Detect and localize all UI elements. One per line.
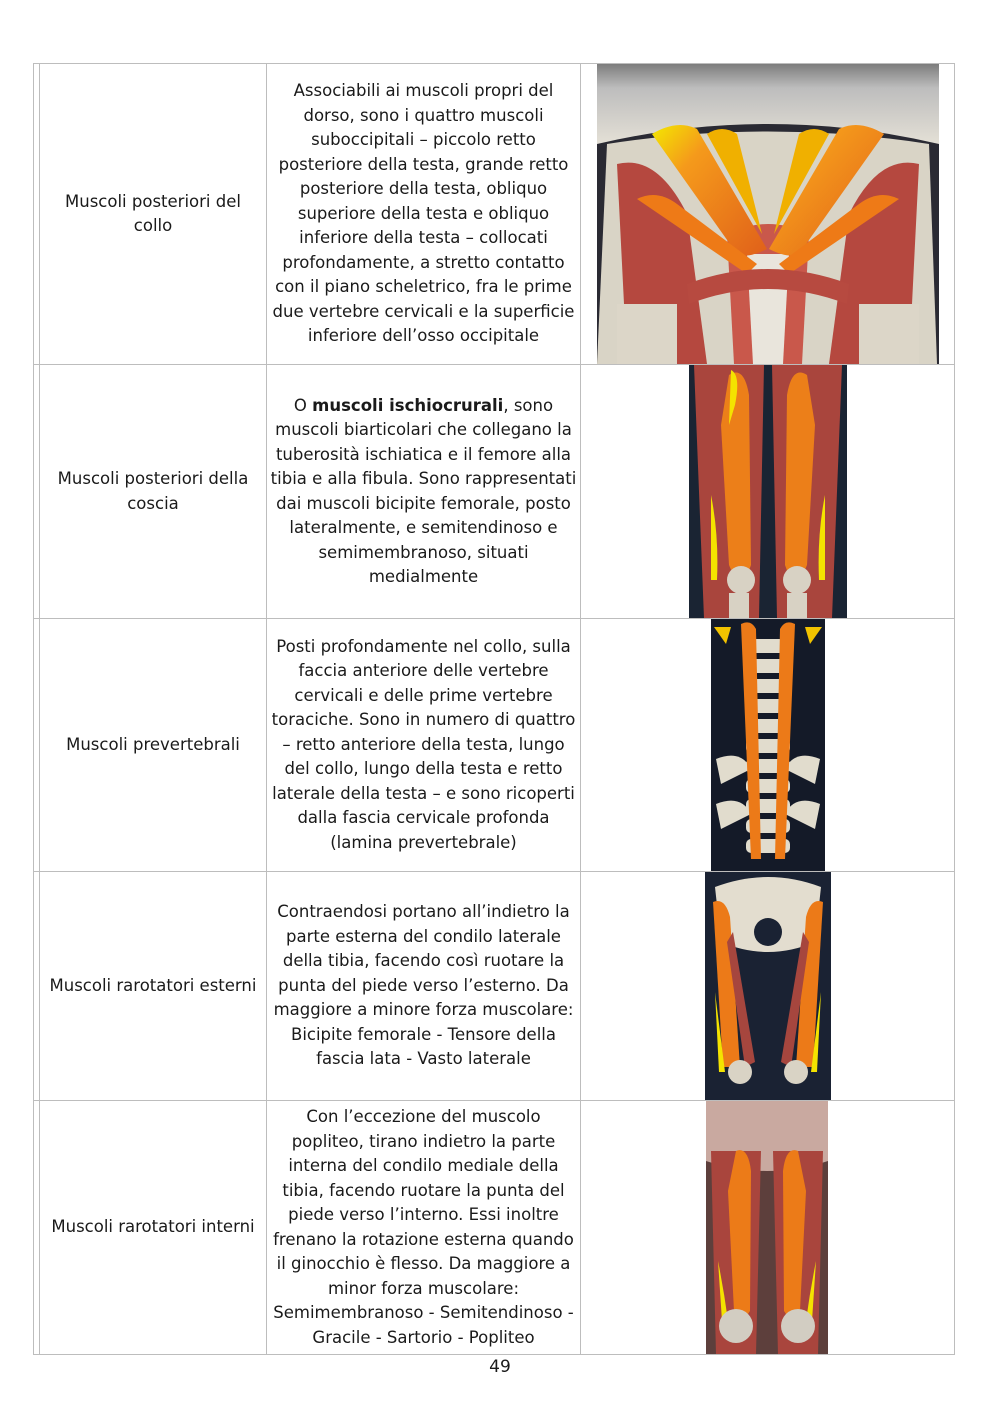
image-cell: [581, 872, 955, 1100]
image-cell: [581, 365, 955, 618]
table-row: [40, 365, 955, 618]
internal-rotator-muscles-illustration: [706, 1101, 828, 1354]
table-border-bottom: [33, 1354, 955, 1355]
muscle-group-name: Muscoli rarotatori esterni: [49, 975, 257, 995]
muscle-group-name: Muscoli rarotatori interni: [51, 1217, 255, 1237]
prevertebral-muscles-illustration: [711, 619, 825, 871]
table-row: [40, 619, 955, 871]
muscle-group-name: Muscoli posteriori del collo: [65, 191, 241, 235]
table-row: [40, 872, 955, 1100]
muscle-group-description: Con l’eccezione del muscolo popliteo, tirano indietro la parte interna del condilo mediale della tibia, facendo ruotare la punta del piede verso l’interno. Essi inoltre frenano la rotazione esterna quando il ginocchio è flesso. Da maggiore a minor forza muscolare: Semimembranoso - Semitendinoso - Gracile - Sartorio - Popliteo: [273, 1107, 574, 1347]
muscle-group-description: Contraendosi portano all’indietro la parte esterna del condilo laterale della tibia, facendo così ruotare la punta del piede verso l’esterno. Da maggiore a minore forza muscolare: Bicipite femorale - Tensore della fascia lata - Vasto laterale: [273, 902, 574, 1069]
page-number: 49: [489, 1357, 511, 1377]
external-rotator-muscles-illustration: [705, 872, 831, 1100]
hamstring-muscles-illustration: [689, 365, 847, 618]
suboccipital-muscles-illustration: [597, 64, 939, 364]
image-cell: [581, 619, 955, 871]
table-row: [40, 64, 955, 364]
muscle-group-name: Muscoli posteriori della coscia: [57, 469, 249, 513]
bold-term: muscoli ischiocrurali: [312, 395, 504, 415]
muscle-group-description: O muscoli ischiocrurali, sono muscoli biarticolari che collegano la tuberosità ischiatica e il femore alla tibia e alla fibula. Sono rappresentati dai muscoli bicipite femorale, posto lateralmente, e semitendinoso e semimembranoso, situati medialmente: [270, 395, 577, 586]
image-cell: [581, 1101, 955, 1354]
muscle-group-description: Associabili ai muscoli propri del dorso, sono i quattro muscoli suboccipitali – piccolo retto posteriore della testa, grande retto posteriore della testa, obliquo superiore della testa e obliquo inferiore della testa – collocati profondamente, a stretto contatto con il piano scheletrico, fra le prime due vertebre cervicali e la superficie inferiore dell’osso occipitale: [272, 81, 575, 346]
muscle-group-description: Posti profondamente nel collo, sulla faccia anteriore delle vertebre cervicali e delle prime vertebre toraciche. Sono in numero di quattro – retto anteriore della testa, lungo del collo, lungo della testa e retto laterale della testa – e sono ricoperti dalla fascia cervicale profonda (lamina prevertebrale): [271, 636, 576, 852]
table-row: [40, 1101, 955, 1354]
image-cell: [581, 64, 955, 364]
muscle-group-name: Muscoli prevertebrali: [66, 734, 240, 754]
table-border-left-outer: [33, 63, 34, 1355]
